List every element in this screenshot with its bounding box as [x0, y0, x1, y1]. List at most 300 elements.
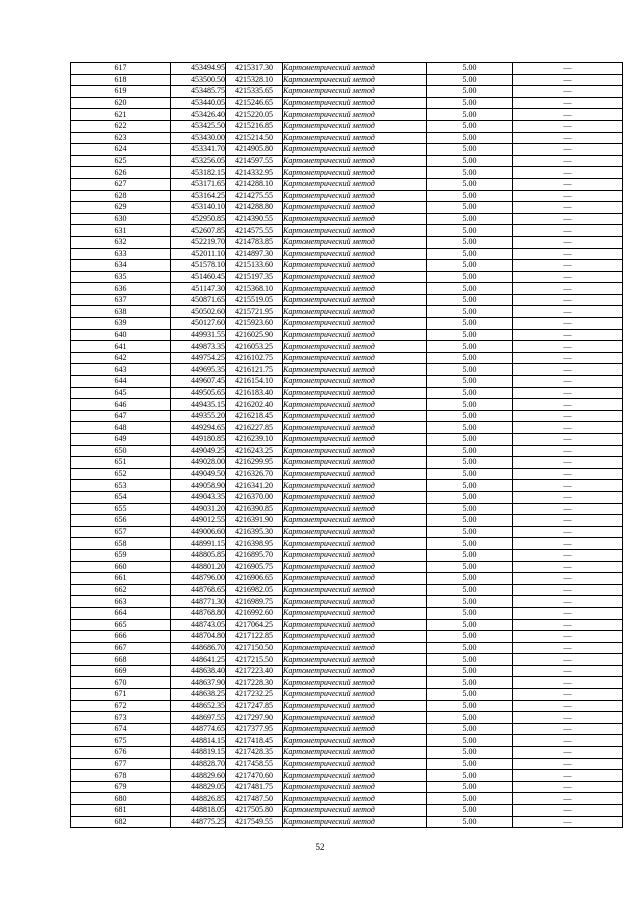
- description-cell: —: [513, 526, 623, 538]
- y-coordinate-cell: 4216992.60: [226, 607, 283, 619]
- error-cell: 5.00: [427, 665, 513, 677]
- y-coordinate-cell: 4217247.85: [226, 700, 283, 712]
- table-row: [71, 665, 623, 677]
- y-coordinate-cell: 4216982.05: [226, 584, 283, 596]
- y-coordinate-cell: 4217228.30: [226, 677, 283, 689]
- table-row: [71, 422, 623, 434]
- point-number-cell: 622: [71, 120, 171, 132]
- point-number-cell: 636: [71, 283, 171, 295]
- error-cell: 5.00: [427, 445, 513, 457]
- error-cell: 5.00: [427, 329, 513, 341]
- description-cell: —: [513, 155, 623, 167]
- error-cell: 5.00: [427, 561, 513, 573]
- description-cell: —: [513, 770, 623, 782]
- description-cell: —: [513, 399, 623, 411]
- method-cell: Картометрический метод: [283, 63, 427, 75]
- x-coordinate-cell: 452219.70: [171, 236, 226, 248]
- description-cell: —: [513, 642, 623, 654]
- method-cell: Картометрический метод: [283, 584, 427, 596]
- description-cell: —: [513, 387, 623, 399]
- error-cell: 5.00: [427, 642, 513, 654]
- table-row: [71, 573, 623, 585]
- point-number-cell: 642: [71, 352, 171, 364]
- x-coordinate-cell: 449505.65: [171, 387, 226, 399]
- x-coordinate-cell: 453494.95: [171, 63, 226, 75]
- x-coordinate-cell: 448771.30: [171, 596, 226, 608]
- y-coordinate-cell: 4216391.90: [226, 515, 283, 527]
- table-row: [71, 491, 623, 503]
- method-cell: Картометрический метод: [283, 468, 427, 480]
- error-cell: 5.00: [427, 155, 513, 167]
- y-coordinate-cell: 4216895.70: [226, 549, 283, 561]
- error-cell: 5.00: [427, 178, 513, 190]
- table-row: [71, 341, 623, 353]
- point-number-cell: 674: [71, 723, 171, 735]
- table-row: [71, 781, 623, 793]
- x-coordinate-cell: 449049.25: [171, 445, 226, 457]
- description-cell: —: [513, 607, 623, 619]
- method-cell: Картометрический метод: [283, 248, 427, 260]
- description-cell: —: [513, 283, 623, 295]
- table-row: [71, 202, 623, 214]
- point-number-cell: 630: [71, 213, 171, 225]
- y-coordinate-cell: 4214332.95: [226, 167, 283, 179]
- description-cell: —: [513, 480, 623, 492]
- method-cell: Картометрический метод: [283, 306, 427, 318]
- error-cell: 5.00: [427, 515, 513, 527]
- x-coordinate-cell: 448991.15: [171, 538, 226, 550]
- point-number-cell: 673: [71, 712, 171, 724]
- table-row: [71, 318, 623, 330]
- y-coordinate-cell: 4214390.55: [226, 213, 283, 225]
- table-row: [71, 642, 623, 654]
- method-cell: Картометрический метод: [283, 341, 427, 353]
- y-coordinate-cell: 4217505.80: [226, 805, 283, 817]
- point-number-cell: 677: [71, 758, 171, 770]
- error-cell: 5.00: [427, 596, 513, 608]
- error-cell: 5.00: [427, 109, 513, 121]
- x-coordinate-cell: 449695.35: [171, 364, 226, 376]
- description-cell: —: [513, 109, 623, 121]
- method-cell: Картометрический метод: [283, 747, 427, 759]
- table-row: [71, 376, 623, 388]
- x-coordinate-cell: 449049.50: [171, 468, 226, 480]
- table-row: [71, 399, 623, 411]
- table-row: [71, 306, 623, 318]
- point-number-cell: 650: [71, 445, 171, 457]
- method-cell: Картометрический метод: [283, 538, 427, 550]
- table-row: [71, 74, 623, 86]
- point-number-cell: 661: [71, 573, 171, 585]
- description-cell: —: [513, 712, 623, 724]
- y-coordinate-cell: 4215721.95: [226, 306, 283, 318]
- y-coordinate-cell: 4215519.05: [226, 294, 283, 306]
- point-number-cell: 652: [71, 468, 171, 480]
- error-cell: 5.00: [427, 283, 513, 295]
- error-cell: 5.00: [427, 225, 513, 237]
- x-coordinate-cell: 452950.85: [171, 213, 226, 225]
- method-cell: Картометрический метод: [283, 178, 427, 190]
- x-coordinate-cell: 448774.65: [171, 723, 226, 735]
- point-number-cell: 631: [71, 225, 171, 237]
- x-coordinate-cell: 451147.30: [171, 283, 226, 295]
- point-number-cell: 658: [71, 538, 171, 550]
- method-cell: Картометрический метод: [283, 735, 427, 747]
- point-number-cell: 643: [71, 364, 171, 376]
- method-cell: Картометрический метод: [283, 260, 427, 272]
- description-cell: —: [513, 781, 623, 793]
- error-cell: 5.00: [427, 631, 513, 643]
- point-number-cell: 657: [71, 526, 171, 538]
- method-cell: Картометрический метод: [283, 631, 427, 643]
- y-coordinate-cell: 4214905.80: [226, 144, 283, 156]
- table-row: [71, 515, 623, 527]
- error-cell: 5.00: [427, 248, 513, 260]
- table-row: [71, 468, 623, 480]
- y-coordinate-cell: 4214597.55: [226, 155, 283, 167]
- error-cell: 5.00: [427, 758, 513, 770]
- point-number-cell: 626: [71, 167, 171, 179]
- table-row: [71, 283, 623, 295]
- error-cell: 5.00: [427, 584, 513, 596]
- description-cell: —: [513, 816, 623, 828]
- x-coordinate-cell: 449607.45: [171, 376, 226, 388]
- table-row: [71, 549, 623, 561]
- error-cell: 5.00: [427, 236, 513, 248]
- point-number-cell: 675: [71, 735, 171, 747]
- description-cell: —: [513, 805, 623, 817]
- x-coordinate-cell: 448697.55: [171, 712, 226, 724]
- table-row: [71, 747, 623, 759]
- point-number-cell: 672: [71, 700, 171, 712]
- y-coordinate-cell: 4215214.50: [226, 132, 283, 144]
- x-coordinate-cell: 450127.60: [171, 318, 226, 330]
- y-coordinate-cell: 4216227.85: [226, 422, 283, 434]
- description-cell: —: [513, 561, 623, 573]
- x-coordinate-cell: 448818.05: [171, 805, 226, 817]
- description-cell: —: [513, 86, 623, 98]
- description-cell: —: [513, 457, 623, 469]
- error-cell: 5.00: [427, 781, 513, 793]
- error-cell: 5.00: [427, 341, 513, 353]
- table-row: [71, 758, 623, 770]
- table-row: [71, 178, 623, 190]
- error-cell: 5.00: [427, 387, 513, 399]
- point-number-cell: 654: [71, 491, 171, 503]
- error-cell: 5.00: [427, 712, 513, 724]
- x-coordinate-cell: 448826.85: [171, 793, 226, 805]
- method-cell: Картометрический метод: [283, 781, 427, 793]
- table-row: [71, 793, 623, 805]
- table-row: [71, 132, 623, 144]
- y-coordinate-cell: 4216202.40: [226, 399, 283, 411]
- point-number-cell: 678: [71, 770, 171, 782]
- point-number-cell: 651: [71, 457, 171, 469]
- y-coordinate-cell: 4217150.50: [226, 642, 283, 654]
- point-number-cell: 663: [71, 596, 171, 608]
- description-cell: —: [513, 329, 623, 341]
- point-number-cell: 670: [71, 677, 171, 689]
- table-row: [71, 677, 623, 689]
- table-row: [71, 735, 623, 747]
- point-number-cell: 624: [71, 144, 171, 156]
- x-coordinate-cell: 451460.45: [171, 271, 226, 283]
- method-cell: Картометрический метод: [283, 805, 427, 817]
- description-cell: —: [513, 352, 623, 364]
- y-coordinate-cell: 4217122.85: [226, 631, 283, 643]
- error-cell: 5.00: [427, 434, 513, 446]
- point-number-cell: 647: [71, 410, 171, 422]
- table-row: [71, 236, 623, 248]
- method-cell: Картометрический метод: [283, 190, 427, 202]
- method-cell: Картометрический метод: [283, 399, 427, 411]
- method-cell: Картометрический метод: [283, 236, 427, 248]
- error-cell: 5.00: [427, 816, 513, 828]
- description-cell: —: [513, 248, 623, 260]
- y-coordinate-cell: 4216218.45: [226, 410, 283, 422]
- y-coordinate-cell: 4214288.10: [226, 178, 283, 190]
- table-row: [71, 457, 623, 469]
- error-cell: 5.00: [427, 735, 513, 747]
- error-cell: 5.00: [427, 538, 513, 550]
- description-cell: —: [513, 341, 623, 353]
- description-cell: —: [513, 619, 623, 631]
- x-coordinate-cell: 448819.15: [171, 747, 226, 759]
- description-cell: —: [513, 178, 623, 190]
- table-row: [71, 86, 623, 98]
- error-cell: 5.00: [427, 132, 513, 144]
- x-coordinate-cell: 448775.25: [171, 816, 226, 828]
- table-row: [71, 526, 623, 538]
- x-coordinate-cell: 448814.15: [171, 735, 226, 747]
- description-cell: —: [513, 294, 623, 306]
- table-row: [71, 445, 623, 457]
- error-cell: 5.00: [427, 306, 513, 318]
- method-cell: Картометрический метод: [283, 213, 427, 225]
- y-coordinate-cell: 4215328.10: [226, 74, 283, 86]
- description-cell: —: [513, 132, 623, 144]
- error-cell: 5.00: [427, 491, 513, 503]
- error-cell: 5.00: [427, 144, 513, 156]
- description-cell: —: [513, 515, 623, 527]
- y-coordinate-cell: 4217223.40: [226, 665, 283, 677]
- table-row: [71, 700, 623, 712]
- method-cell: Картометрический метод: [283, 677, 427, 689]
- y-coordinate-cell: 4217470.60: [226, 770, 283, 782]
- table-row: [71, 120, 623, 132]
- y-coordinate-cell: 4217428.35: [226, 747, 283, 759]
- y-coordinate-cell: 4216370.00: [226, 491, 283, 503]
- point-number-cell: 665: [71, 619, 171, 631]
- method-cell: Картометрический метод: [283, 144, 427, 156]
- table-row: [71, 631, 623, 643]
- y-coordinate-cell: 4217377.95: [226, 723, 283, 735]
- error-cell: 5.00: [427, 376, 513, 388]
- method-cell: Картометрический метод: [283, 491, 427, 503]
- x-coordinate-cell: 449754.25: [171, 352, 226, 364]
- description-cell: —: [513, 271, 623, 283]
- method-cell: Картометрический метод: [283, 155, 427, 167]
- y-coordinate-cell: 4216102.75: [226, 352, 283, 364]
- method-cell: Картометрический метод: [283, 410, 427, 422]
- method-cell: Картометрический метод: [283, 758, 427, 770]
- coordinates-table-body: [71, 63, 623, 828]
- point-number-cell: 659: [71, 549, 171, 561]
- table-row: [71, 480, 623, 492]
- description-cell: —: [513, 190, 623, 202]
- table-row: [71, 225, 623, 237]
- y-coordinate-cell: 4216183.40: [226, 387, 283, 399]
- description-cell: —: [513, 236, 623, 248]
- description-cell: —: [513, 225, 623, 237]
- point-number-cell: 655: [71, 503, 171, 515]
- x-coordinate-cell: 448638.25: [171, 689, 226, 701]
- description-cell: —: [513, 596, 623, 608]
- method-cell: Картометрический метод: [283, 120, 427, 132]
- x-coordinate-cell: 453500.50: [171, 74, 226, 86]
- method-cell: Картометрический метод: [283, 132, 427, 144]
- y-coordinate-cell: 4216025.90: [226, 329, 283, 341]
- error-cell: 5.00: [427, 503, 513, 515]
- y-coordinate-cell: 4215246.65: [226, 97, 283, 109]
- method-cell: Картометрический метод: [283, 480, 427, 492]
- error-cell: 5.00: [427, 654, 513, 666]
- x-coordinate-cell: 453256.05: [171, 155, 226, 167]
- point-number-cell: 669: [71, 665, 171, 677]
- error-cell: 5.00: [427, 63, 513, 75]
- method-cell: Картометрический метод: [283, 167, 427, 179]
- description-cell: —: [513, 584, 623, 596]
- x-coordinate-cell: 449028.00: [171, 457, 226, 469]
- error-cell: 5.00: [427, 677, 513, 689]
- method-cell: Картометрический метод: [283, 654, 427, 666]
- error-cell: 5.00: [427, 747, 513, 759]
- method-cell: Картометрический метод: [283, 607, 427, 619]
- description-cell: —: [513, 654, 623, 666]
- table-row: [71, 213, 623, 225]
- x-coordinate-cell: 448638.40: [171, 665, 226, 677]
- table-row: [71, 387, 623, 399]
- table-row: [71, 271, 623, 283]
- method-cell: Картометрический метод: [283, 434, 427, 446]
- method-cell: Картометрический метод: [283, 665, 427, 677]
- x-coordinate-cell: 449873.35: [171, 341, 226, 353]
- table-row: [71, 190, 623, 202]
- error-cell: 5.00: [427, 260, 513, 272]
- table-row: [71, 654, 623, 666]
- error-cell: 5.00: [427, 689, 513, 701]
- point-number-cell: 625: [71, 155, 171, 167]
- table-row: [71, 538, 623, 550]
- description-cell: —: [513, 468, 623, 480]
- x-coordinate-cell: 453171.65: [171, 178, 226, 190]
- x-coordinate-cell: 448641.25: [171, 654, 226, 666]
- y-coordinate-cell: 4215220.05: [226, 109, 283, 121]
- x-coordinate-cell: 453140.10: [171, 202, 226, 214]
- error-cell: 5.00: [427, 86, 513, 98]
- point-number-cell: 629: [71, 202, 171, 214]
- x-coordinate-cell: 453425.50: [171, 120, 226, 132]
- y-coordinate-cell: 4214897.30: [226, 248, 283, 260]
- y-coordinate-cell: 4217215.50: [226, 654, 283, 666]
- y-coordinate-cell: 4214575.55: [226, 225, 283, 237]
- y-coordinate-cell: 4217232.25: [226, 689, 283, 701]
- point-number-cell: 668: [71, 654, 171, 666]
- error-cell: 5.00: [427, 352, 513, 364]
- y-coordinate-cell: 4217481.75: [226, 781, 283, 793]
- point-number-cell: 619: [71, 86, 171, 98]
- description-cell: —: [513, 213, 623, 225]
- table-row: [71, 619, 623, 631]
- description-cell: —: [513, 306, 623, 318]
- y-coordinate-cell: 4217064.25: [226, 619, 283, 631]
- x-coordinate-cell: 448829.05: [171, 781, 226, 793]
- point-number-cell: 671: [71, 689, 171, 701]
- table-row: [71, 689, 623, 701]
- y-coordinate-cell: 4216390.85: [226, 503, 283, 515]
- point-number-cell: 679: [71, 781, 171, 793]
- description-cell: —: [513, 538, 623, 550]
- table-row: [71, 561, 623, 573]
- table-row: [71, 248, 623, 260]
- description-cell: —: [513, 74, 623, 86]
- error-cell: 5.00: [427, 318, 513, 330]
- y-coordinate-cell: 4216326.70: [226, 468, 283, 480]
- method-cell: Картометрический метод: [283, 723, 427, 735]
- y-coordinate-cell: 4215923.60: [226, 318, 283, 330]
- y-coordinate-cell: 4215133.60: [226, 260, 283, 272]
- description-cell: —: [513, 120, 623, 132]
- x-coordinate-cell: 448801.20: [171, 561, 226, 573]
- description-cell: —: [513, 260, 623, 272]
- table-row: [71, 770, 623, 782]
- method-cell: Картометрический метод: [283, 619, 427, 631]
- error-cell: 5.00: [427, 457, 513, 469]
- error-cell: 5.00: [427, 468, 513, 480]
- x-coordinate-cell: 448805.85: [171, 549, 226, 561]
- error-cell: 5.00: [427, 271, 513, 283]
- table-row: [71, 584, 623, 596]
- point-number-cell: 680: [71, 793, 171, 805]
- point-number-cell: 662: [71, 584, 171, 596]
- x-coordinate-cell: 451578.10: [171, 260, 226, 272]
- y-coordinate-cell: 4214783.85: [226, 236, 283, 248]
- x-coordinate-cell: 453182.15: [171, 167, 226, 179]
- x-coordinate-cell: 448637.90: [171, 677, 226, 689]
- point-number-cell: 681: [71, 805, 171, 817]
- x-coordinate-cell: 448796.00: [171, 573, 226, 585]
- description-cell: —: [513, 376, 623, 388]
- description-cell: —: [513, 665, 623, 677]
- point-number-cell: 635: [71, 271, 171, 283]
- x-coordinate-cell: 449931.55: [171, 329, 226, 341]
- table-row: [71, 144, 623, 156]
- page-number: 52: [315, 842, 325, 852]
- table-row: [71, 260, 623, 272]
- y-coordinate-cell: 4216398.95: [226, 538, 283, 550]
- error-cell: 5.00: [427, 573, 513, 585]
- method-cell: Картометрический метод: [283, 445, 427, 457]
- table-row: [71, 410, 623, 422]
- x-coordinate-cell: 448828.70: [171, 758, 226, 770]
- method-cell: Картометрический метод: [283, 642, 427, 654]
- y-coordinate-cell: 4215335.65: [226, 86, 283, 98]
- x-coordinate-cell: 449012.55: [171, 515, 226, 527]
- description-cell: —: [513, 445, 623, 457]
- description-cell: —: [513, 723, 623, 735]
- error-cell: 5.00: [427, 793, 513, 805]
- error-cell: 5.00: [427, 213, 513, 225]
